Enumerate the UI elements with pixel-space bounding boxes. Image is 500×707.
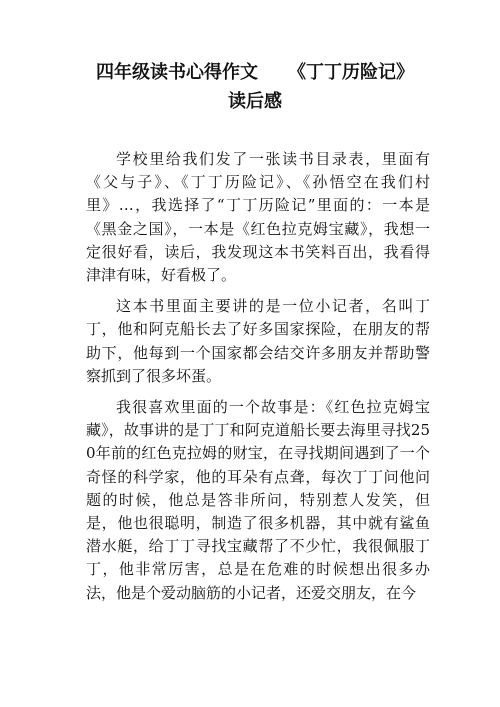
paragraph-1: 学校里给我们发了一张读书目录表，里面有《父与子》、《丁丁历险记》、《孙悟空在我们村里》…，我选择了“丁丁历险记”里面的：一本是《黑金之国》，一本是《红色拉克姆宝藏》，我想一定很好看，读后，我发现这本书笑料百出，我看得津津有味，好看极了。 (86, 150, 430, 285)
title-line-2: 读后感 (228, 91, 282, 112)
paragraph-2: 这本书里面主要讲的是一位小记者，名叫丁丁，他和阿克船长去了好多国家探险，在朋友的帮助下，他每到一个国家都会结交许多朋友并帮助警察抓到了很多坏蛋。 (86, 297, 430, 385)
title-text: 四年级读书心得作文 (96, 62, 258, 83)
document-title (70, 58, 440, 116)
title-book-name: 《丁丁历险记》 (288, 62, 414, 83)
paragraph-3: 我很喜欢里面的一个故事是：《红色拉克姆宝藏》，故事讲的是丁丁和阿克道船长要去海里寻找250年前的红色克拉姆的财宝，在寻找期间遇到了一个奇怪的科学家，他的耳朵有点聋，每次丁丁问他问题的时候，他总是答非所问，特别惹人发笑，但是，他也很聪明，制造了很多机器，其中就有鲨鱼潜水艇，给丁丁寻找宝藏帮了不少忙，我很佩服丁丁，他非常厉害，总是在危难的时候想出很多办法，他是个爱动脑筋的小记者，还爱交朋友，在今 (86, 398, 430, 602)
title-line-1 (70, 58, 440, 87)
document-body (86, 148, 430, 613)
